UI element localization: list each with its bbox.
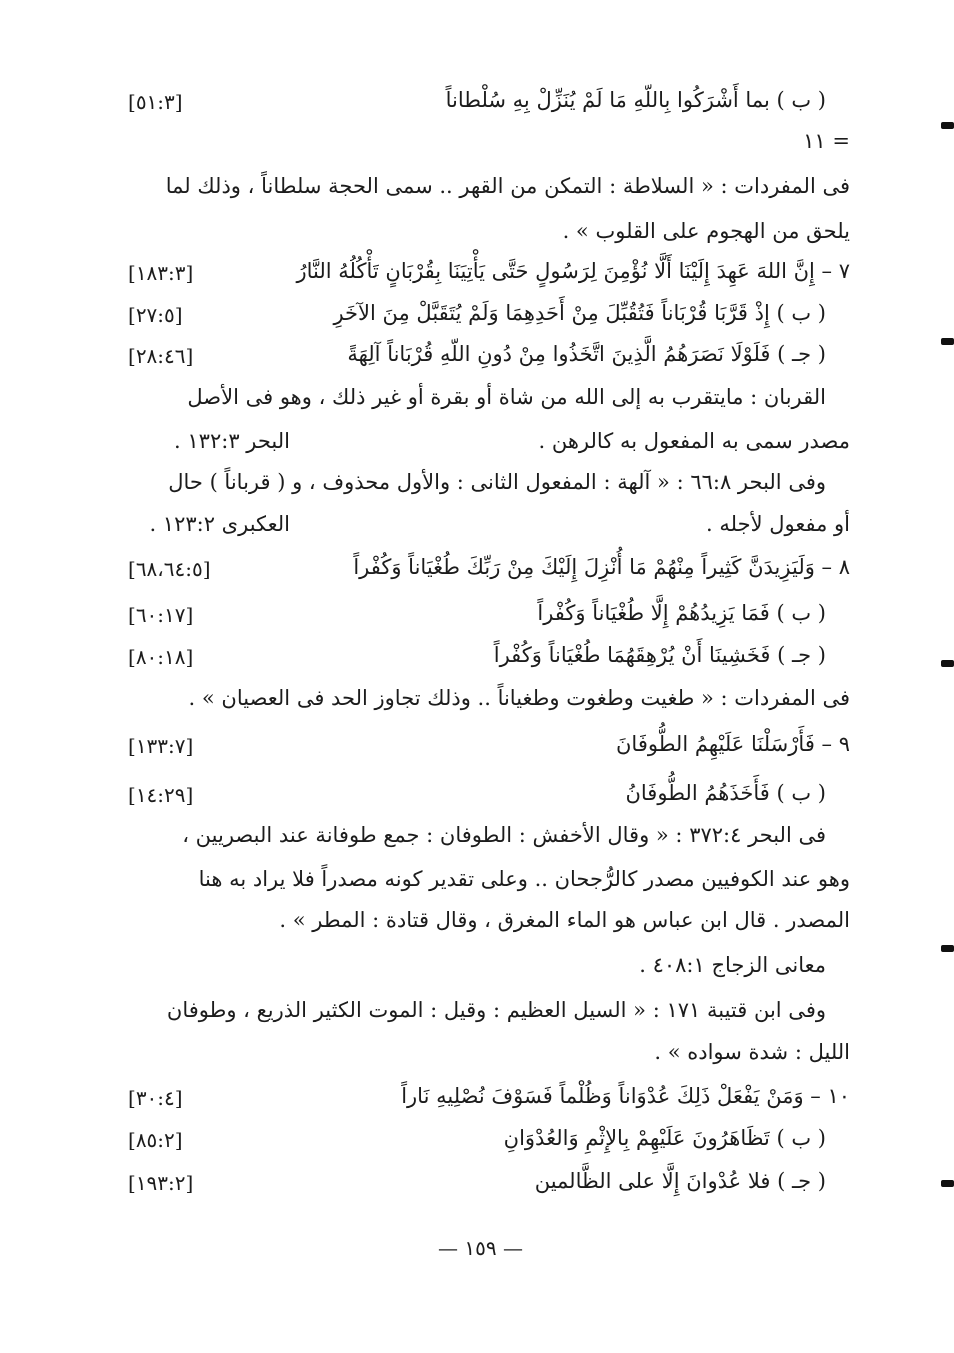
commentary-line: يلحق من الهجوم على القلوب » . (562, 219, 850, 243)
margin-mark (941, 945, 954, 952)
commentary-line: المصدر . قال ابن عباس هو الماء المغرق ، وقال قتادة : المطر » . (279, 908, 850, 932)
margin-mark (941, 660, 954, 667)
verse-line: ( جـ ) فَلَوْلَا نَصَرَهُمُ الَّذِينَ اتَّخَذُوا مِنْ دُونِ اللّهِ قُرْبَاناً آلِهَةً (347, 342, 826, 366)
verse-line: ( ب ) تَظَاهَرُونَ عَلَيْهِمْ بِالإِثْمِ وَالعُدْوَانِ (503, 1126, 826, 1150)
verse-line: ( جـ ) فَخَشِينَا أَنْ يُرْهِقَهُمَا طُغْيَاناً وَكُفْراً (493, 643, 826, 667)
commentary-line: وفى البحر ٦٦:٨ : « آلهة : المفعول الثانى : والأول محذوف ، و ( قرباناً ) حال (168, 470, 826, 494)
commentary-line: الليل : شدة سواده » . (654, 1040, 850, 1064)
verse-reference: [٣٠:٤] (128, 1086, 183, 1110)
verse-line: ٧ – إِنَّ اللهَ عَهِدَ إِلَيْنَا أَلَّا نُؤْمِنَ لِرَسُولٍ حَتَّى يَأْتِيَنَا بِقُرْبَانٍ تَأْكُلُهُ النَّارُ (296, 259, 850, 283)
verse-line: ( ب ) بما أَشْرَكُوا بِاللّهِ مَا لَمْ يُنَزِّلْ بِهِ سُلْطاناً (445, 88, 826, 112)
commentary-line: وهو عند الكوفيين مصدر كالرُّجحان .. وعلى تقدير كونه مصدراً فلا يراد به هنا (198, 867, 850, 891)
verse-reference: [٥١:٣] (128, 90, 183, 114)
margin-mark (941, 338, 954, 345)
commentary-line: فى المفردات : « طغيت وطغوت وطغياناً .. وذلك تجاوز الحد فى العصيان » . (188, 686, 850, 710)
verse-reference: [٨٠:١٨] (128, 645, 194, 669)
commentary-line: أو مفعول لأجله . (706, 512, 850, 536)
verse-line: ٨ – وَلَيَزِيدَنَّ كَثِيراً مِنْهُمْ مَا أُنْزِلَ إِلَيْكَ مِنْ رَبِّكَ طُغْيَاناً وَكُفْراً (353, 555, 850, 579)
commentary-line: فى البحر ٣٧٢:٤ : « وقال الأخفش : الطوفان : جمع طوفانة عند البصريين ، (182, 823, 826, 847)
commentary-line: مصدر سمى به المفعول به كالرهن . (538, 429, 850, 453)
verse-line: ١٠ – وَمَنْ يَفْعَلْ ذَلِكَ عُدْوَاناً وَظُلْماً فَسَوْفَ نُصْلِيهِ نَاراً (401, 1084, 850, 1108)
verse-line: ( ب ) إِذْ قَرَّبَا قُرْبَاناً فَتُقُبِّلَ مِنْ أَحَدِهِمَا وَلَمْ يُتَقَبَّلْ مِنَ الآخَرِ (333, 301, 826, 325)
verse-count: = ١١ (803, 129, 850, 153)
verse-reference: [١٣٣:٧] (128, 734, 194, 758)
commentary-line: فى المفردات : « السلاطة : التمكن من القهر .. سمى الحجة سلطاناً ، وذلك لما (165, 174, 850, 198)
verse-reference: [٢٧:٥] (128, 303, 183, 327)
verse-line: ( ب ) فَمَا يَزِيدُهُمْ إِلَّا طُغْيَاناً وَكُفْراً (537, 601, 826, 625)
verse-reference: [١٤:٢٩] (128, 783, 194, 807)
source-citation: معانى الزجاج ٤٠٨:١ . (639, 953, 826, 977)
verse-line: ٩ – فَأَرْسَلْنَا عَلَيْهِمُ الطُّوفَانَ (616, 732, 850, 756)
verse-reference: [٦٠:١٧] (128, 603, 194, 627)
margin-mark (941, 122, 954, 129)
source-citation: العكبرى ١٢٣:٢ . (149, 512, 290, 536)
commentary-line: القربان : مايتقرب به إلى الله من شاة أو بقرة أو غير ذلك ، وهو فى الأصل (187, 385, 826, 409)
page-number: — ١٥٩ — (438, 1236, 523, 1260)
margin-mark (941, 1180, 954, 1187)
verse-line: ( ب ) فَأَخَذَهُمُ الطُّوفَانُ (625, 781, 826, 805)
verse-reference: [١٨٣:٣] (128, 261, 194, 285)
verse-reference: [٦٨،٦٤:٥] (128, 557, 211, 581)
verse-reference: [٨٥:٢] (128, 1128, 183, 1152)
commentary-line: وفى ابن قتيبة ١٧١ : « السيل العظيم : وقيل : الموت الكثير الذريع ، وطوفان (166, 998, 826, 1022)
verse-reference: [٢٨:٤٦] (128, 344, 194, 368)
source-citation: البحر ١٣٢:٣ . (174, 429, 290, 453)
verse-reference: [١٩٣:٢] (128, 1171, 194, 1195)
verse-line: ( جـ ) فلا عُدْوانَ إِلَّا على الظَّالمين (534, 1169, 826, 1193)
